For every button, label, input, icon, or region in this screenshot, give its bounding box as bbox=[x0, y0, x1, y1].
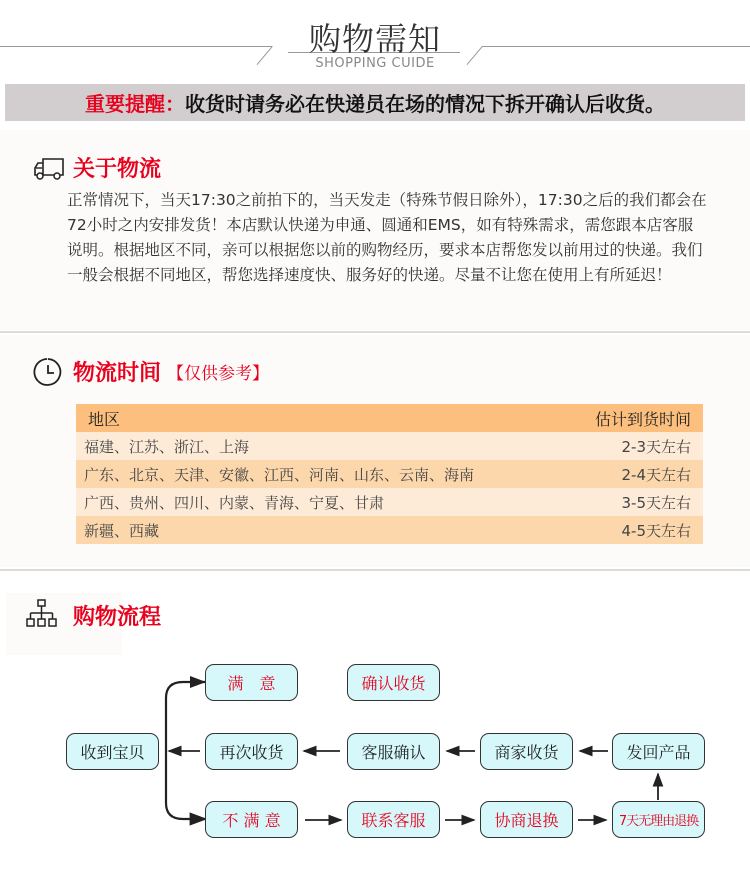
flow-node-satisfied: 满 意 bbox=[205, 664, 298, 701]
cell-region: 广东、北京、天津、安徽、江西、河南、山东、云南、海南 bbox=[84, 465, 475, 484]
flow-node-return-product: 发回产品 bbox=[612, 733, 705, 770]
flow-node-confirm-receipt: 确认收货 bbox=[347, 664, 440, 701]
flow-node-contact-service: 联系客服 bbox=[347, 801, 440, 838]
cell-time: 2-3天左右 bbox=[621, 437, 691, 456]
flow-node-received: 收到宝贝 bbox=[66, 733, 159, 770]
column-header-region: 地区 bbox=[88, 409, 121, 429]
flow-node-unsatisfied: 不 满 意 bbox=[205, 801, 298, 838]
page-subtitle: SHOPPING CUIDE bbox=[315, 56, 435, 71]
flow-node-receive-again: 再次收货 bbox=[205, 733, 298, 770]
notice-text: 收货时请务必在快递员在场的情况下拆开确认后收货。 bbox=[185, 92, 665, 116]
cell-time: 2-4天左右 bbox=[621, 465, 691, 484]
flow-node-negotiate-return: 协商退换 bbox=[480, 801, 573, 838]
cell-region: 广西、贵州、四川、内蒙、青海、宁夏、甘肃 bbox=[84, 493, 385, 512]
column-header-time: 估计到货时间 bbox=[594, 409, 691, 429]
flow-node-merchant-receive: 商家收货 bbox=[480, 733, 573, 770]
process-title: 购物流程 bbox=[73, 604, 162, 630]
logistics-paragraph: 正常情况下，当天17:30之前拍下的，当天发走（特殊节假日除外），17:30之后的我们都会在72小时之内安排发货！本店默认快递为申通、圆通和EMS，如有特殊需求，需您跟本店客服说明。根据地区不同，亲可以根据您以前的购物经历，要求本店帮您发以前用过的快递。我们一般会根据不同地区，帮您选择速度快、服务好的快递。尽量不让您在使用上有所延迟！ bbox=[67, 191, 707, 284]
logistics-title: 关于物流 bbox=[73, 157, 162, 182]
flow-node-seven-day-return: 7天无理由退换 bbox=[612, 801, 705, 838]
notice-label: 重要提醒： bbox=[85, 92, 185, 116]
cell-time: 4-5天左右 bbox=[621, 521, 691, 540]
cell-region: 新疆、西藏 bbox=[84, 521, 160, 540]
flow-node-service-confirm: 客服确认 bbox=[347, 733, 440, 770]
page-title: 购物需知 bbox=[308, 20, 441, 58]
delivery-time-note: 【仅供参考】 bbox=[167, 364, 270, 384]
cell-time: 3-5天左右 bbox=[621, 493, 691, 512]
cell-region: 福建、江苏、浙江、上海 bbox=[84, 437, 250, 456]
delivery-time-title: 物流时间 bbox=[73, 361, 162, 386]
